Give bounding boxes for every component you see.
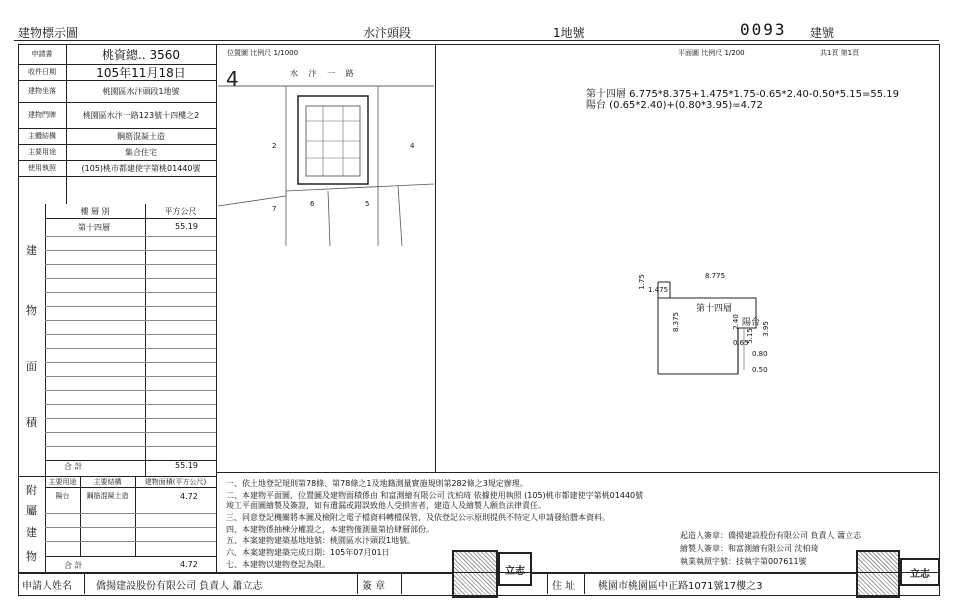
- row-value: 鋼筋混凝土造: [117, 131, 165, 141]
- row-value: 集合住宅: [125, 147, 157, 157]
- address-label: 住 址: [552, 581, 576, 592]
- floor-label: 第十四層: [696, 304, 733, 314]
- note-line: 二、本建物平面圖、位置圖及建物面積係由 和富測繪有限公司 沈柏琦 依據使用執照 (105)桃市都建使字第桃01440號: [226, 491, 644, 500]
- note-line: 七、本建物以建物登記為限。: [226, 560, 330, 569]
- seal-label: 簽 章: [362, 581, 386, 592]
- section-name: 水汴頭段: [363, 26, 412, 40]
- dim-left-top: 1.75: [637, 274, 646, 290]
- note-line: 一、依土地登記規則第78條、第78條之1及地籍測量實施規則第282條之3規定辦理。: [226, 479, 528, 488]
- ruled-line: [45, 320, 216, 321]
- surveyor-signature: 繪製人簽章：和富測繪有限公司 沈柏琦: [680, 544, 819, 553]
- side-label: 建: [26, 244, 37, 257]
- dim-b1: 2.40: [731, 314, 740, 330]
- dim-top: 8.775: [705, 272, 726, 280]
- header-rule: [14, 40, 939, 41]
- row-value: 桃資總.. 3560: [102, 47, 180, 62]
- note-line: 四、本建物係抽棟分權證之，本建物僅測量第拾肆層部份。: [226, 525, 434, 534]
- ruled-line: [45, 236, 216, 237]
- north-arrow-icon: 4: [226, 67, 239, 91]
- dim-w2: 0.80: [752, 350, 768, 358]
- location-map: [218, 56, 434, 256]
- annex-structure-header: 主要結構: [93, 478, 122, 486]
- side-label: 面: [26, 360, 37, 373]
- annex-total-label: 合 計: [64, 561, 83, 570]
- ruled-line: [45, 418, 216, 419]
- ruled-line: [45, 334, 216, 335]
- row-label: 建物坐落: [28, 87, 56, 95]
- builder-signature: 起造人簽章：僑揚建設股份有限公司 負責人 蕭立志: [680, 531, 862, 540]
- row-label: 收件日期: [28, 68, 56, 76]
- floor-header: 樓 層 別: [80, 207, 110, 216]
- location-map-caption: 位置圖 比例尺 1/1000: [227, 49, 299, 57]
- dim-left: 8.375: [672, 311, 681, 333]
- parcel-6: 6: [310, 200, 315, 208]
- seal-stamp: 立志: [900, 558, 940, 586]
- area-header: 平方公尺: [164, 207, 197, 216]
- subtotal-label: 合 計: [64, 462, 83, 471]
- annex-area: 4.72: [180, 492, 198, 501]
- applicant-address: 桃園市桃園區中正路1071號17樓之3: [598, 581, 763, 592]
- parcel-4: 4: [410, 142, 415, 150]
- side-label: 物: [26, 304, 37, 317]
- row-label: 使用執照: [28, 164, 56, 172]
- row-label: 主要用途: [28, 148, 56, 156]
- row-value: 105年11月18日: [96, 65, 186, 80]
- side-label: 積: [26, 416, 37, 429]
- side-label: 建: [26, 526, 37, 539]
- seal-stamp: 立志: [498, 552, 532, 586]
- area-formula-balcony: 陽台 (0.65*2.40)+(0.80*3.95)=4.72: [586, 100, 763, 111]
- row-label: 建物門牌: [28, 111, 56, 119]
- annex-area-header: 建物面積(平方公尺): [144, 478, 207, 486]
- ruled-line: [45, 404, 216, 405]
- ruled-line: [45, 432, 216, 433]
- dim-w1: 0.65: [733, 339, 749, 347]
- road-label: 水 汴 一 路: [290, 69, 358, 78]
- row-label: 申請書: [31, 50, 53, 58]
- applicant-name: 僑揚建設股份有限公司 負責人 蕭立志: [96, 581, 263, 592]
- floor-name: 第十四層: [78, 223, 110, 232]
- note-line: 三、同意登記機關將本圖及檢附之電子檔資料轉檔保管，及依登記公示原則提供不特定人申請發給謄本資料。: [226, 513, 610, 522]
- floor-area: 55.19: [175, 222, 198, 231]
- subtotal-value: 55.19: [175, 461, 198, 470]
- ruled-line: [45, 446, 216, 447]
- dim-notch: 1.475: [648, 286, 669, 294]
- building-number-label: 建號: [810, 26, 835, 40]
- dim-b3: 3.95: [761, 321, 770, 337]
- annex-use-header: 主要用途: [48, 478, 77, 486]
- ruled-line: [45, 292, 216, 293]
- building-number: 0093: [740, 20, 787, 39]
- side-label: 屬: [26, 504, 37, 517]
- license-number: 執業執照字號：技執字第007611號: [680, 557, 807, 566]
- note-line: 五、本案建物建築基地地號：桃園區水汴頭段1地號。: [226, 536, 416, 545]
- annex-structure: 鋼筋混凝土造: [86, 492, 129, 500]
- document-title: 建物標示圖: [18, 26, 79, 40]
- applicant-label: 申請人姓名: [22, 581, 72, 592]
- side-label: 物: [26, 550, 37, 563]
- lot-number: 1地號: [553, 26, 585, 40]
- ruled-line: [45, 264, 216, 265]
- balcony-label: 陽台: [742, 318, 761, 328]
- ruled-line: [45, 390, 216, 391]
- note-line: 竣工平面圖繪製及簽證，如有遺漏或錯誤致他人受損害者，建造人及繪製人願負法律責任。: [226, 501, 546, 510]
- ruled-line: [45, 348, 216, 349]
- row-value: 桃園區水汴一路123號十四樓之2: [82, 110, 200, 120]
- dim-b2: 5.15: [745, 328, 754, 344]
- annex-total-value: 4.72: [180, 560, 198, 569]
- annex-use: 陽台: [55, 492, 70, 500]
- ruled-line: [45, 278, 216, 279]
- area-formula-floor: 第十四層 6.775*8.375+1.475*1.75-0.65*2.40-0.50*5.15=55.19: [586, 89, 899, 100]
- row-value: 桃園區水汴頭段1地號: [102, 86, 180, 96]
- page-count: 共1頁 第1頁: [820, 49, 860, 57]
- row-divider: [18, 176, 216, 177]
- plan-caption: 平面圖 比例尺 1/200: [678, 49, 745, 57]
- ruled-line: [45, 250, 216, 251]
- parcel-2: 2: [272, 142, 277, 150]
- side-label: 附: [26, 484, 37, 497]
- parcel-5: 5: [365, 200, 370, 208]
- ruled-line: [45, 362, 216, 363]
- ruled-line: [45, 306, 216, 307]
- row-value: (105)桃市都建使字第桃01440號: [81, 163, 201, 173]
- row-label: 主體結構: [28, 132, 56, 140]
- ruled-line: [45, 376, 216, 377]
- note-line: 六、本案建物建築完成日期：105年07月01日: [226, 548, 390, 557]
- parcel-7: 7: [272, 205, 277, 213]
- dim-w3: 0.50: [752, 366, 768, 374]
